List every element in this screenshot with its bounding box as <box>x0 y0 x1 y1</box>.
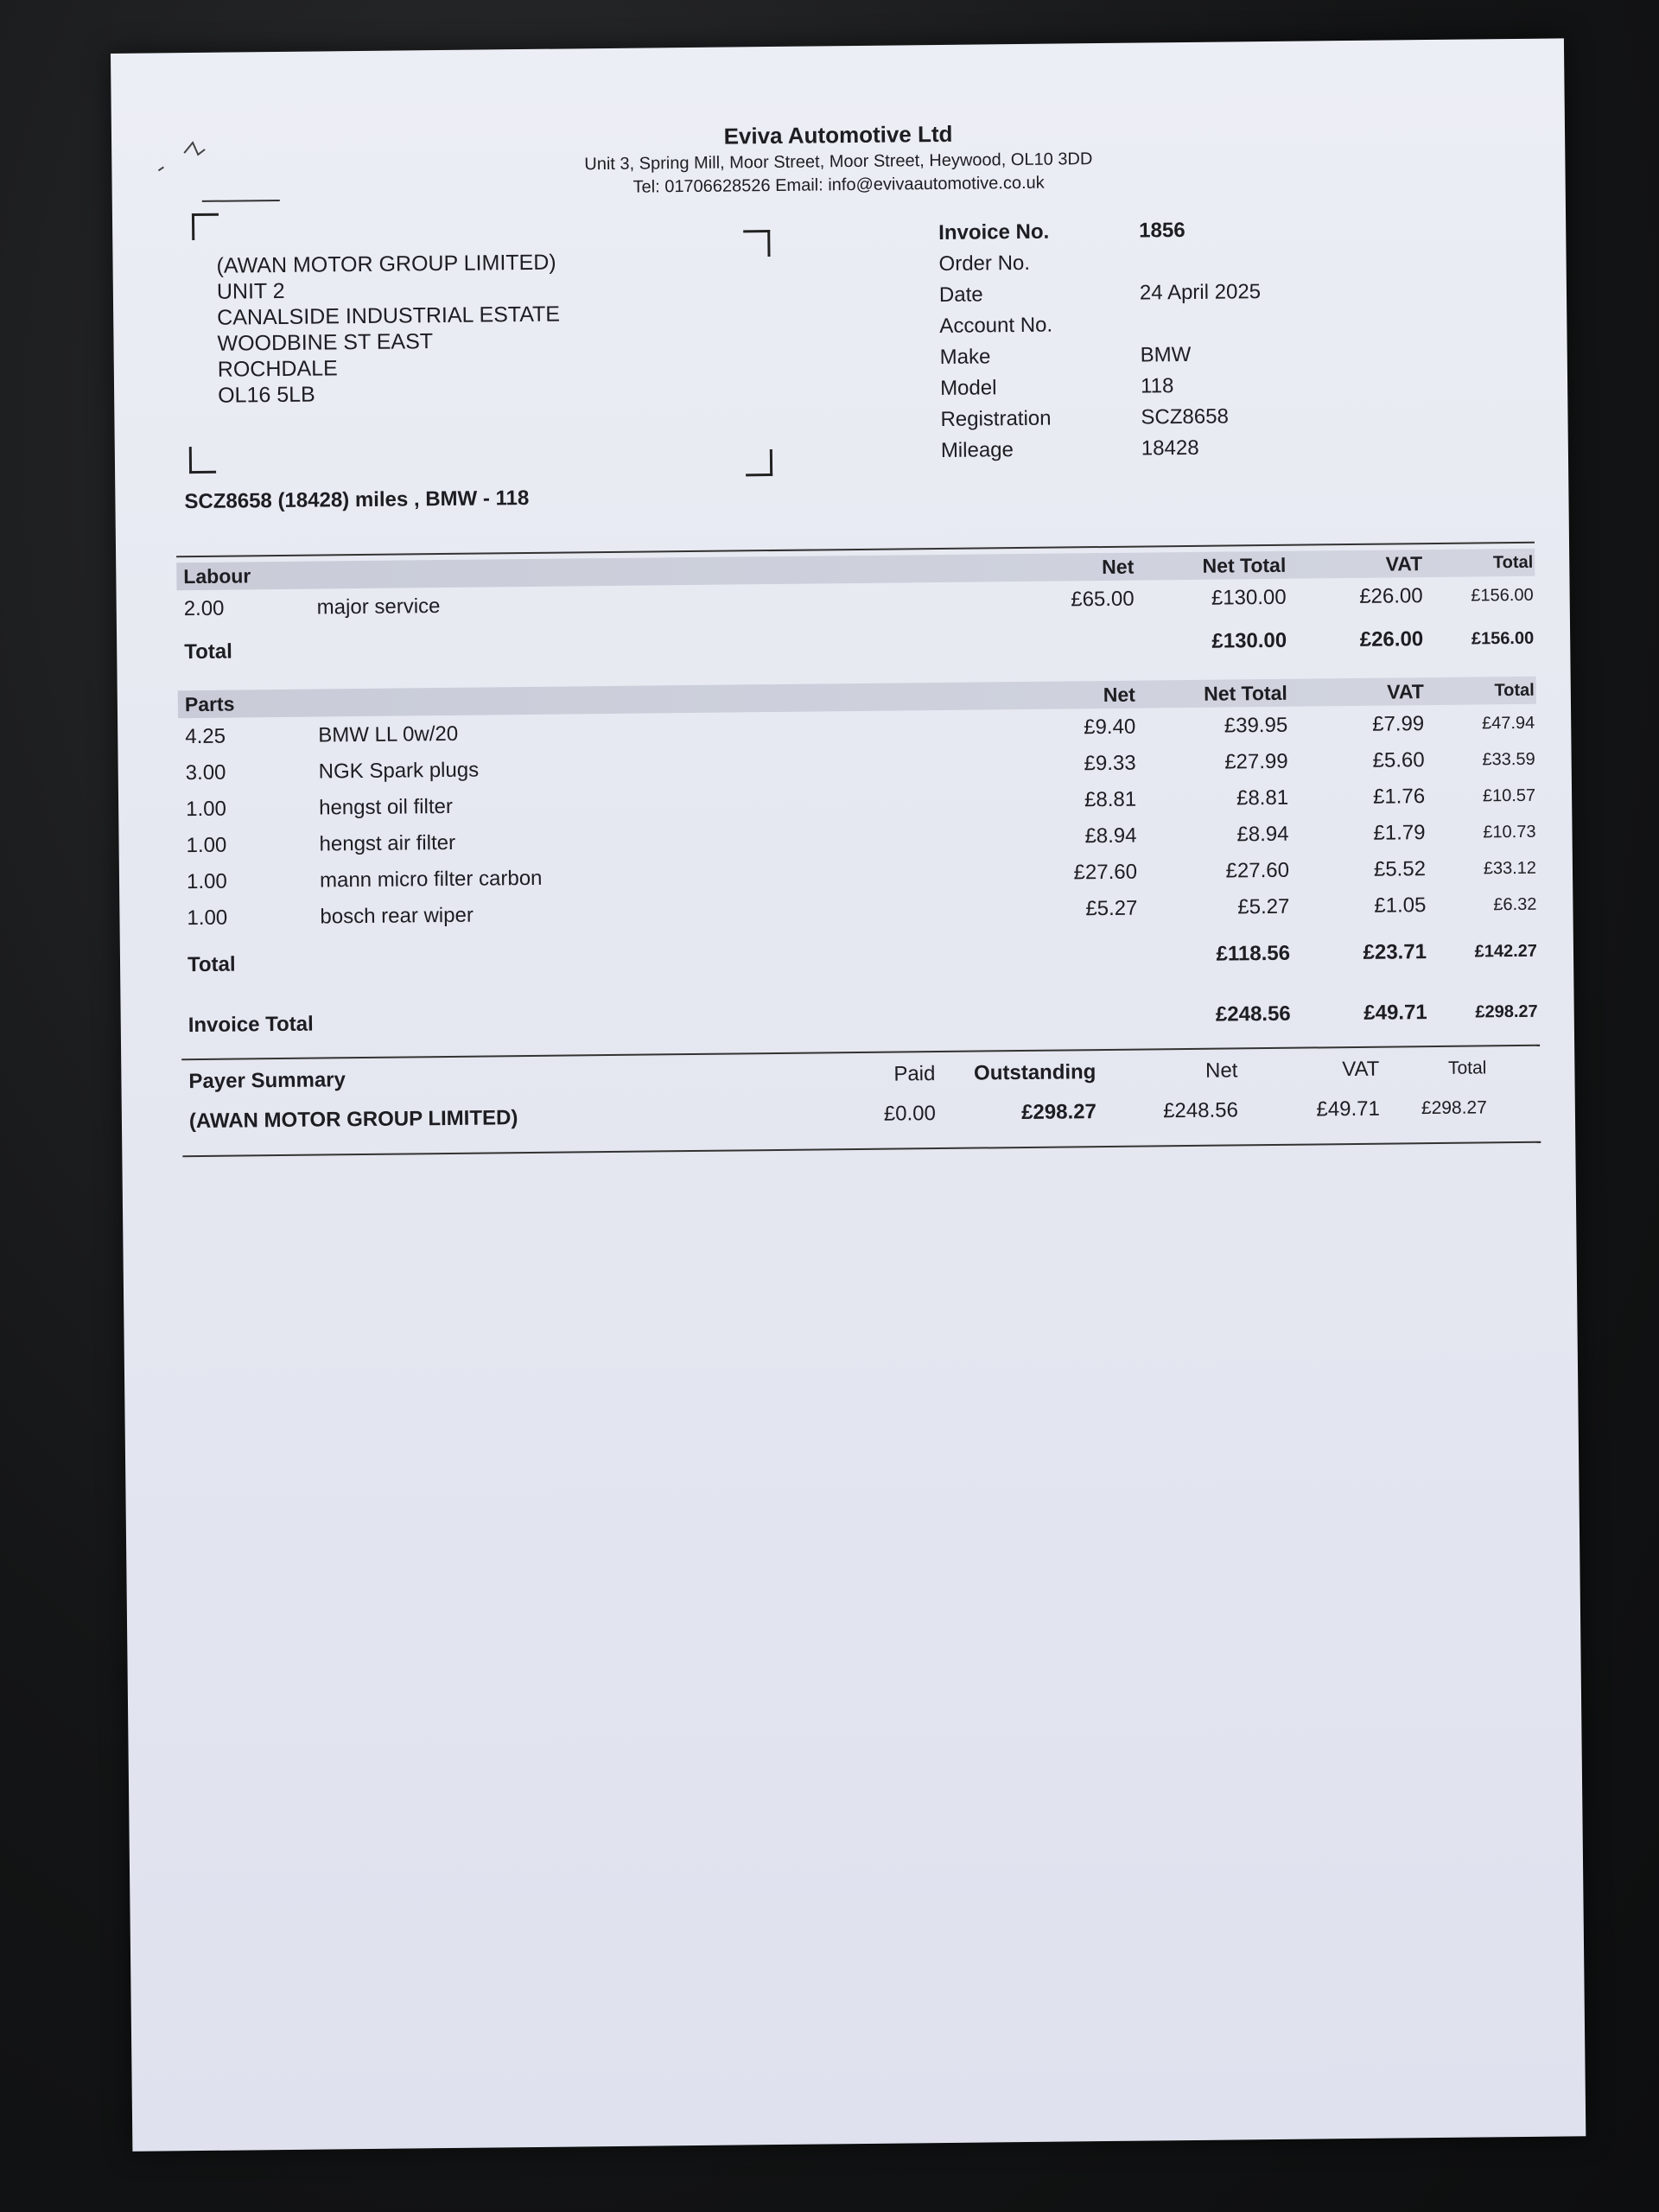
total-label: Total <box>187 952 236 977</box>
meta-label: Registration <box>940 406 1052 431</box>
invoice-total-label: Invoice Total <box>188 1012 314 1038</box>
payer-title: Payer Summary <box>188 1068 346 1094</box>
divider <box>182 1141 1541 1157</box>
total-label: Total <box>184 639 232 664</box>
net-total: £130.00 <box>1211 585 1287 610</box>
total: £10.73 <box>1483 822 1536 842</box>
col-outstanding: Outstanding <box>973 1060 1096 1085</box>
qty: 1.00 <box>186 869 227 894</box>
company-contact: Tel: 01706628526 Email: info@evivaautomotive.co.uk <box>632 173 1045 197</box>
description: mann micro filter carbon <box>319 866 543 893</box>
meta-row-mileage <box>941 431 1314 467</box>
total: £47.94 <box>1481 713 1535 733</box>
col-total: Total <box>1447 1058 1487 1078</box>
payer-header-row <box>181 1052 1540 1098</box>
customer-address <box>216 250 561 409</box>
net: £9.40 <box>1084 715 1136 740</box>
net: £65.00 <box>1071 587 1135 612</box>
vat: £49.71 <box>1316 1096 1381 1122</box>
invoice-meta <box>938 213 1314 467</box>
company-header <box>111 114 1566 203</box>
col-paid: Paid <box>893 1062 936 1086</box>
meta-row-model <box>940 369 1313 404</box>
description: hengst air filter <box>319 830 456 856</box>
meta-value: 24 April 2025 <box>1139 280 1262 305</box>
net-total: £27.60 <box>1225 858 1290 883</box>
net-total: £118.56 <box>1216 941 1291 966</box>
net: £8.81 <box>1084 787 1137 812</box>
total: £298.27 <box>1421 1097 1487 1119</box>
qty: 2.00 <box>183 596 225 621</box>
net: £8.94 <box>1084 823 1137 849</box>
vehicle-summary: SCZ8658 (18428) miles , BMW - 118 <box>184 486 530 514</box>
meta-value: SCZ8658 <box>1141 404 1230 429</box>
description: hengst oil filter <box>319 794 454 820</box>
col-vat: VAT <box>1342 1057 1380 1082</box>
meta-label: Make <box>939 345 991 369</box>
address-line: ROCHDALE <box>217 356 338 382</box>
vat: £26.00 <box>1359 627 1424 652</box>
total: £156.00 <box>1471 628 1535 649</box>
meta-label: Model <box>939 376 997 400</box>
address-window-corner <box>189 447 216 474</box>
address-line: (AWAN MOTOR GROUP LIMITED) <box>216 250 556 278</box>
address-line: CANALSIDE INDUSTRIAL ESTATE <box>217 302 561 330</box>
qty: 1.00 <box>187 906 228 931</box>
net: £27.60 <box>1073 860 1138 885</box>
total: £298.27 <box>1475 1001 1538 1022</box>
company-address: Unit 3, Spring Mill, Moor Street, Moor Street, Heywood, OL10 3DD <box>584 149 1093 175</box>
col-total: Total <box>1494 680 1535 700</box>
meta-row-registration <box>940 400 1313 435</box>
address-window-corner <box>192 213 219 240</box>
net-total: £248.56 <box>1215 1001 1291 1027</box>
vat: £26.00 <box>1359 584 1423 608</box>
section-title: Parts <box>184 692 235 715</box>
meta-label: Invoice No. <box>938 219 1050 245</box>
meta-value: BMW <box>1140 342 1192 367</box>
description: bosch rear wiper <box>320 903 474 929</box>
meta-label: Date <box>938 283 983 307</box>
net: £9.33 <box>1084 751 1136 776</box>
total: £142.27 <box>1474 941 1538 962</box>
col-net: Net <box>1205 1058 1238 1083</box>
vat: £7.99 <box>1372 712 1425 736</box>
meta-label: Mileage <box>940 438 1014 462</box>
address-window-corner <box>746 449 772 476</box>
qty: 3.00 <box>185 760 226 785</box>
qty: 1.00 <box>186 797 227 822</box>
net-total: £8.94 <box>1236 822 1289 847</box>
vat: £23.71 <box>1363 940 1427 964</box>
total: £33.59 <box>1482 749 1535 769</box>
payer-name: (AWAN MOTOR GROUP LIMITED) <box>188 1106 518 1134</box>
col-net-total: Net Total <box>1202 553 1287 577</box>
col-net: Net <box>1102 555 1135 578</box>
vat: £1.79 <box>1373 821 1426 845</box>
address-window-corner <box>743 230 770 257</box>
meta-row-account-no <box>939 307 1313 342</box>
meta-value: 118 <box>1140 374 1174 398</box>
labour-total-row <box>177 623 1535 668</box>
net: £248.56 <box>1162 1098 1239 1123</box>
meta-row-invoice-no <box>938 213 1312 249</box>
invoice-total-row <box>181 996 1540 1041</box>
meta-label: Account No. <box>939 313 1053 338</box>
net-total: £8.81 <box>1236 785 1289 810</box>
address-line: OL16 5LB <box>218 382 315 408</box>
total: £33.12 <box>1483 858 1537 878</box>
meta-row-make <box>940 338 1313 373</box>
meta-label: Order No. <box>938 251 1031 276</box>
meta-row-order-no <box>938 245 1312 280</box>
meta-value <box>1140 260 1313 262</box>
meta-row-date <box>939 276 1313 311</box>
section-title: Labour <box>183 563 251 588</box>
net-total: £5.27 <box>1237 894 1290 919</box>
meta-value: 18428 <box>1141 435 1199 461</box>
col-net-total: Net Total <box>1203 681 1287 705</box>
description: NGK Spark plugs <box>318 758 480 784</box>
address-line: UNIT 2 <box>216 278 285 304</box>
net-total: £27.99 <box>1224 749 1288 774</box>
net: £5.27 <box>1085 896 1138 921</box>
parts-total-row <box>181 936 1539 981</box>
vat: £5.60 <box>1372 748 1425 772</box>
col-vat: VAT <box>1387 679 1424 703</box>
qty: 4.25 <box>185 724 226 749</box>
address-line: WOODBINE ST EAST <box>217 329 434 356</box>
col-vat: VAT <box>1385 551 1423 575</box>
outstanding: £298.27 <box>1020 1100 1097 1125</box>
total: £6.32 <box>1493 894 1537 914</box>
col-net: Net <box>1103 683 1135 706</box>
net-total: £39.95 <box>1224 713 1288 738</box>
payer-row <box>182 1091 1541 1138</box>
invoice-paper <box>111 38 1586 2151</box>
company-name: Eviva Automotive Ltd <box>723 120 953 149</box>
vat: £1.76 <box>1372 785 1426 809</box>
vat: £1.05 <box>1374 893 1427 918</box>
description: major service <box>316 594 441 620</box>
col-total: Total <box>1492 552 1534 572</box>
description: BMW LL 0w/20 <box>318 721 459 747</box>
vat: £49.71 <box>1363 1001 1427 1025</box>
paid: £0.00 <box>883 1102 937 1126</box>
total: £10.57 <box>1482 785 1536 805</box>
net-total: £130.00 <box>1211 628 1287 653</box>
total: £156.00 <box>1471 585 1534 606</box>
vat: £5.52 <box>1373 857 1427 881</box>
meta-value: 1856 <box>1139 218 1185 243</box>
meta-value <box>1140 322 1313 324</box>
qty: 1.00 <box>186 833 227 858</box>
